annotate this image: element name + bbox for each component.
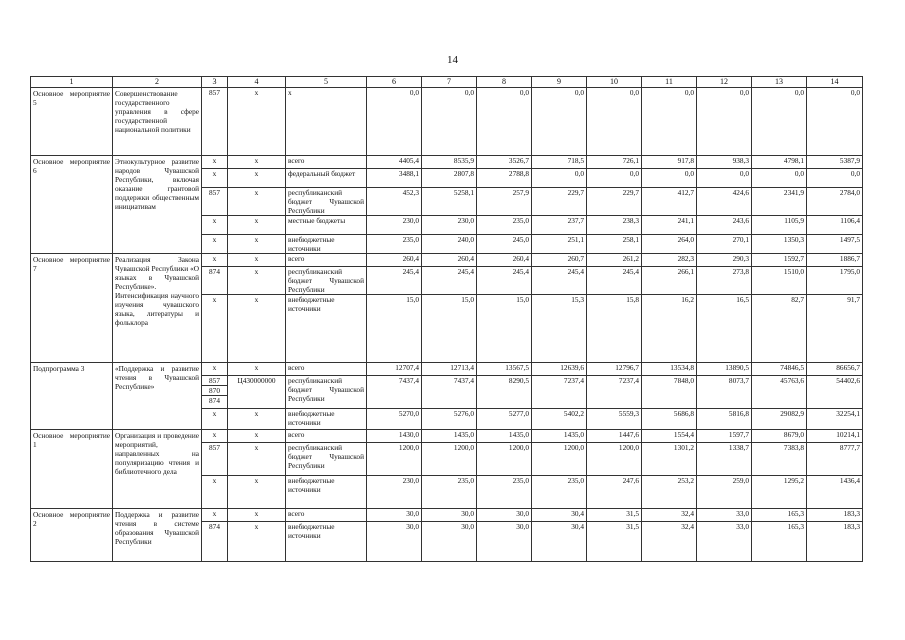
amount-cell: 241,1	[642, 216, 697, 235]
column-header: 8	[477, 77, 532, 88]
funding-source: местные бюджеты	[286, 216, 367, 235]
amount-cell: 12707,4	[367, 363, 422, 376]
activity-description: Реализация Закона Чувашской Республики «О языках в Чувашской Республике». Интенсификация научного изучения чувашского языка, литературы и фольклора	[113, 254, 202, 363]
amount-cell: 13567,5	[477, 363, 532, 376]
funding-source: внебюджетные источники	[286, 522, 367, 562]
amount-cell: 8777,7	[807, 443, 863, 476]
amount-cell: 0,0	[587, 88, 642, 156]
target-article-code: x	[228, 509, 286, 522]
amount-cell: 726,1	[587, 156, 642, 169]
amount-cell: 5277,0	[477, 409, 532, 430]
department-code: 874	[202, 522, 228, 562]
amount-cell: 0,0	[642, 169, 697, 188]
column-header: 6	[367, 77, 422, 88]
amount-cell: 32254,1	[807, 409, 863, 430]
target-article-code: x	[228, 267, 286, 295]
amount-cell: 8290,5	[477, 376, 532, 409]
funding-source: федеральный бюджет	[286, 169, 367, 188]
target-article-code: x	[228, 88, 286, 156]
amount-cell: 1200,0	[367, 443, 422, 476]
amount-cell: 235,0	[477, 476, 532, 509]
amount-cell: 7848,0	[642, 376, 697, 409]
amount-cell: 235,0	[422, 476, 477, 509]
amount-cell: 2807,8	[422, 169, 477, 188]
amount-cell: 1200,0	[532, 443, 587, 476]
amount-cell: 245,4	[367, 267, 422, 295]
amount-cell: 229,7	[587, 188, 642, 216]
amount-cell: 7437,4	[367, 376, 422, 409]
program-name: Подпрограмма 3	[31, 363, 113, 430]
department-code: x	[202, 156, 228, 169]
amount-cell: 1795,0	[807, 267, 863, 295]
amount-cell: 240,0	[422, 235, 477, 254]
column-header: 3	[202, 77, 228, 88]
target-article-code: x	[228, 443, 286, 476]
department-code: 874	[202, 267, 228, 295]
amount-cell: 245,0	[477, 235, 532, 254]
amount-cell: 0,0	[367, 88, 422, 156]
target-article-code: x	[228, 235, 286, 254]
amount-cell: 29082,9	[752, 409, 807, 430]
department-code-line: 870	[202, 386, 227, 396]
amount-cell: 1497,5	[807, 235, 863, 254]
amount-cell: 4798,1	[752, 156, 807, 169]
amount-cell: 245,4	[532, 267, 587, 295]
target-article-code: x	[228, 156, 286, 169]
amount-cell: 30,0	[367, 522, 422, 562]
amount-cell: 15,0	[367, 295, 422, 363]
department-code: 857	[202, 88, 228, 156]
department-code: x	[202, 363, 228, 376]
amount-cell: 31,5	[587, 509, 642, 522]
amount-cell: 15,0	[477, 295, 532, 363]
amount-cell: 5258,1	[422, 188, 477, 216]
amount-cell: 0,0	[587, 169, 642, 188]
amount-cell: 54402,6	[807, 376, 863, 409]
amount-cell: 1430,0	[367, 430, 422, 443]
table-row	[31, 88, 863, 156]
department-code: x	[202, 235, 228, 254]
amount-cell: 917,8	[642, 156, 697, 169]
amount-cell: 260,7	[532, 254, 587, 267]
amount-cell: 10214,1	[807, 430, 863, 443]
amount-cell: 2341,9	[752, 188, 807, 216]
column-header: 13	[752, 77, 807, 88]
amount-cell: 1510,0	[752, 267, 807, 295]
amount-cell: 1592,7	[752, 254, 807, 267]
table-row	[31, 156, 863, 169]
amount-cell: 0,0	[807, 169, 863, 188]
amount-cell: 16,2	[642, 295, 697, 363]
table-row	[31, 254, 863, 267]
amount-cell: 1447,6	[587, 430, 642, 443]
target-article-code: x	[228, 295, 286, 363]
amount-cell: 12796,7	[587, 363, 642, 376]
amount-cell: 30,4	[532, 522, 587, 562]
program-name: Основное мероприятие 7	[31, 254, 113, 363]
amount-cell: 235,0	[367, 235, 422, 254]
activity-description: Поддержка и развитие чтения в системе образования Чувашской Республики	[113, 509, 202, 562]
amount-cell: 8535,9	[422, 156, 477, 169]
amount-cell: 74846,5	[752, 363, 807, 376]
amount-cell: 235,0	[532, 476, 587, 509]
page-number: 14	[447, 54, 458, 66]
program-name: Основное мероприятие 2	[31, 509, 113, 562]
activity-description: Совершенствование государственного управления в сфере государственной национальной политики	[113, 88, 202, 156]
amount-cell: 938,3	[697, 156, 752, 169]
amount-cell: 30,4	[532, 509, 587, 522]
amount-cell: 258,1	[587, 235, 642, 254]
column-header: 7	[422, 77, 477, 88]
amount-cell: 230,0	[367, 476, 422, 509]
amount-cell: 12639,6	[532, 363, 587, 376]
budget-table	[30, 76, 863, 562]
amount-cell: 30,0	[422, 509, 477, 522]
amount-cell: 2788,8	[477, 169, 532, 188]
amount-cell: 452,3	[367, 188, 422, 216]
amount-cell: 0,0	[422, 88, 477, 156]
amount-cell: 30,0	[477, 509, 532, 522]
amount-cell: 1435,0	[422, 430, 477, 443]
amount-cell: 273,8	[697, 267, 752, 295]
table-row	[31, 363, 863, 376]
amount-cell: 259,0	[697, 476, 752, 509]
target-article-code: x	[228, 522, 286, 562]
amount-cell: 1350,3	[752, 235, 807, 254]
amount-cell: 5816,8	[697, 409, 752, 430]
funding-source: всего	[286, 156, 367, 169]
target-article-code: x	[228, 363, 286, 376]
target-article-code: x	[228, 216, 286, 235]
column-header: 11	[642, 77, 697, 88]
amount-cell: 16,5	[697, 295, 752, 363]
amount-cell: 0,0	[477, 88, 532, 156]
amount-cell: 15,0	[422, 295, 477, 363]
program-name: Основное мероприятие 1	[31, 430, 113, 509]
amount-cell: 257,9	[477, 188, 532, 216]
amount-cell: 3488,1	[367, 169, 422, 188]
amount-cell: 290,3	[697, 254, 752, 267]
amount-cell: 245,4	[587, 267, 642, 295]
target-article-code: x	[228, 169, 286, 188]
amount-cell: 8679,0	[752, 430, 807, 443]
funding-source: республиканский бюджет Чувашской Республики	[286, 376, 367, 409]
amount-cell: 183,3	[807, 522, 863, 562]
amount-cell: 33,0	[697, 509, 752, 522]
amount-cell: 237,7	[532, 216, 587, 235]
department-code: 857	[202, 443, 228, 476]
amount-cell: 5387,9	[807, 156, 863, 169]
amount-cell: 0,0	[532, 88, 587, 156]
column-header: 1	[31, 77, 113, 88]
amount-cell: 12713,4	[422, 363, 477, 376]
amount-cell: 13534,8	[642, 363, 697, 376]
program-name: Основное мероприятие 5	[31, 88, 113, 156]
amount-cell: 1301,2	[642, 443, 697, 476]
funding-source: внебюджетные источники	[286, 235, 367, 254]
amount-cell: 5270,0	[367, 409, 422, 430]
amount-cell: 7237,4	[587, 376, 642, 409]
funding-source: внебюджетные источники	[286, 409, 367, 430]
department-code: x	[202, 295, 228, 363]
amount-cell: 0,0	[697, 88, 752, 156]
amount-cell: 1436,4	[807, 476, 863, 509]
amount-cell: 32,4	[642, 522, 697, 562]
amount-cell: 266,1	[642, 267, 697, 295]
amount-cell: 238,3	[587, 216, 642, 235]
amount-cell: 5686,8	[642, 409, 697, 430]
amount-cell: 424,6	[697, 188, 752, 216]
funding-source: внебюджетные источники	[286, 476, 367, 509]
amount-cell: 245,4	[477, 267, 532, 295]
header-row	[31, 77, 863, 88]
amount-cell: 4405,4	[367, 156, 422, 169]
column-header: 9	[532, 77, 587, 88]
amount-cell: 718,5	[532, 156, 587, 169]
amount-cell: 13890,5	[697, 363, 752, 376]
amount-cell: 8073,7	[697, 376, 752, 409]
amount-cell: 3526,7	[477, 156, 532, 169]
amount-cell: 261,2	[587, 254, 642, 267]
amount-cell: 260,4	[477, 254, 532, 267]
amount-cell: 165,3	[752, 522, 807, 562]
column-header: 12	[697, 77, 752, 88]
amount-cell: 30,0	[477, 522, 532, 562]
funding-source: внебюджетные источники	[286, 295, 367, 363]
amount-cell: 183,3	[807, 509, 863, 522]
funding-source: всего	[286, 254, 367, 267]
program-name: Основное мероприятие 6	[31, 156, 113, 254]
amount-cell: 0,0	[642, 88, 697, 156]
amount-cell: 7237,4	[532, 376, 587, 409]
amount-cell: 7383,8	[752, 443, 807, 476]
department-code: x	[202, 169, 228, 188]
funding-source: республиканский бюджет Чувашской Республики	[286, 267, 367, 295]
amount-cell: 82,7	[752, 295, 807, 363]
amount-cell: 245,4	[422, 267, 477, 295]
amount-cell: 30,0	[422, 522, 477, 562]
department-code: x	[202, 430, 228, 443]
target-article-code: x	[228, 430, 286, 443]
amount-cell: 1435,0	[477, 430, 532, 443]
amount-cell: 253,2	[642, 476, 697, 509]
amount-cell: 1554,4	[642, 430, 697, 443]
amount-cell: 1295,2	[752, 476, 807, 509]
department-code: x	[202, 509, 228, 522]
funding-source: всего	[286, 363, 367, 376]
amount-cell: 5559,3	[587, 409, 642, 430]
amount-cell: 229,7	[532, 188, 587, 216]
amount-cell: 235,0	[477, 216, 532, 235]
department-code: x	[202, 254, 228, 267]
department-code-line: 874	[209, 396, 220, 405]
amount-cell: 230,0	[367, 216, 422, 235]
amount-cell: 0,0	[807, 88, 863, 156]
amount-cell: 260,4	[422, 254, 477, 267]
amount-cell: 1338,7	[697, 443, 752, 476]
department-code	[202, 376, 228, 409]
amount-cell: 33,0	[697, 522, 752, 562]
amount-cell: 282,3	[642, 254, 697, 267]
activity-description: Организация и проведение мероприятий, направленных на популяризацию чтения и библиотечного дела	[113, 430, 202, 509]
funding-source: всего	[286, 509, 367, 522]
target-article-code: x	[228, 409, 286, 430]
amount-cell: 251,1	[532, 235, 587, 254]
amount-cell: 230,0	[422, 216, 477, 235]
amount-cell: 0,0	[532, 169, 587, 188]
department-code: x	[202, 476, 228, 509]
column-header: 4	[228, 77, 286, 88]
amount-cell: 2784,0	[807, 188, 863, 216]
table-row	[31, 509, 863, 522]
amount-cell: 5276,0	[422, 409, 477, 430]
amount-cell: 0,0	[752, 88, 807, 156]
amount-cell: 15,8	[587, 295, 642, 363]
department-code: x	[202, 409, 228, 430]
amount-cell: 15,3	[532, 295, 587, 363]
amount-cell: 1200,0	[477, 443, 532, 476]
amount-cell: 45763,6	[752, 376, 807, 409]
amount-cell: 32,4	[642, 509, 697, 522]
target-article-code: x	[228, 254, 286, 267]
amount-cell: 1200,0	[422, 443, 477, 476]
amount-cell: 1435,0	[532, 430, 587, 443]
amount-cell: 243,6	[697, 216, 752, 235]
funding-source: всего	[286, 430, 367, 443]
amount-cell: 86656,7	[807, 363, 863, 376]
department-code: 857	[202, 188, 228, 216]
funding-source: республиканский бюджет Чувашской Республики	[286, 443, 367, 476]
table-row	[31, 430, 863, 443]
column-header: 5	[286, 77, 367, 88]
amount-cell: 0,0	[752, 169, 807, 188]
amount-cell: 1106,4	[807, 216, 863, 235]
column-header: 10	[587, 77, 642, 88]
department-code: x	[202, 216, 228, 235]
amount-cell: 412,7	[642, 188, 697, 216]
column-header: 2	[113, 77, 202, 88]
amount-cell: 264,0	[642, 235, 697, 254]
amount-cell: 260,4	[367, 254, 422, 267]
amount-cell: 91,7	[807, 295, 863, 363]
amount-cell: 30,0	[367, 509, 422, 522]
amount-cell: 5402,2	[532, 409, 587, 430]
amount-cell: 7437,4	[422, 376, 477, 409]
amount-cell: 1886,7	[807, 254, 863, 267]
funding-source: x	[286, 88, 367, 156]
amount-cell: 1105,9	[752, 216, 807, 235]
amount-cell: 31,5	[587, 522, 642, 562]
amount-cell: 1597,7	[697, 430, 752, 443]
target-article-code: x	[228, 476, 286, 509]
amount-cell: 1200,0	[587, 443, 642, 476]
amount-cell: 270,1	[697, 235, 752, 254]
amount-cell: 247,6	[587, 476, 642, 509]
amount-cell: 165,3	[752, 509, 807, 522]
amount-cell: 0,0	[697, 169, 752, 188]
column-header: 14	[807, 77, 863, 88]
department-code-line: 857	[202, 376, 227, 386]
activity-description: Этнокультурное развитие народов Чувашской Республики, включая оказание грантовой поддержки общественным инициативам	[113, 156, 202, 254]
funding-source: республиканский бюджет Чувашской Республики	[286, 188, 367, 216]
target-article-code: Ц430000000	[228, 376, 286, 409]
activity-description: «Поддержка и развитие чтения в Чувашской Республике»	[113, 363, 202, 430]
target-article-code: x	[228, 188, 286, 216]
